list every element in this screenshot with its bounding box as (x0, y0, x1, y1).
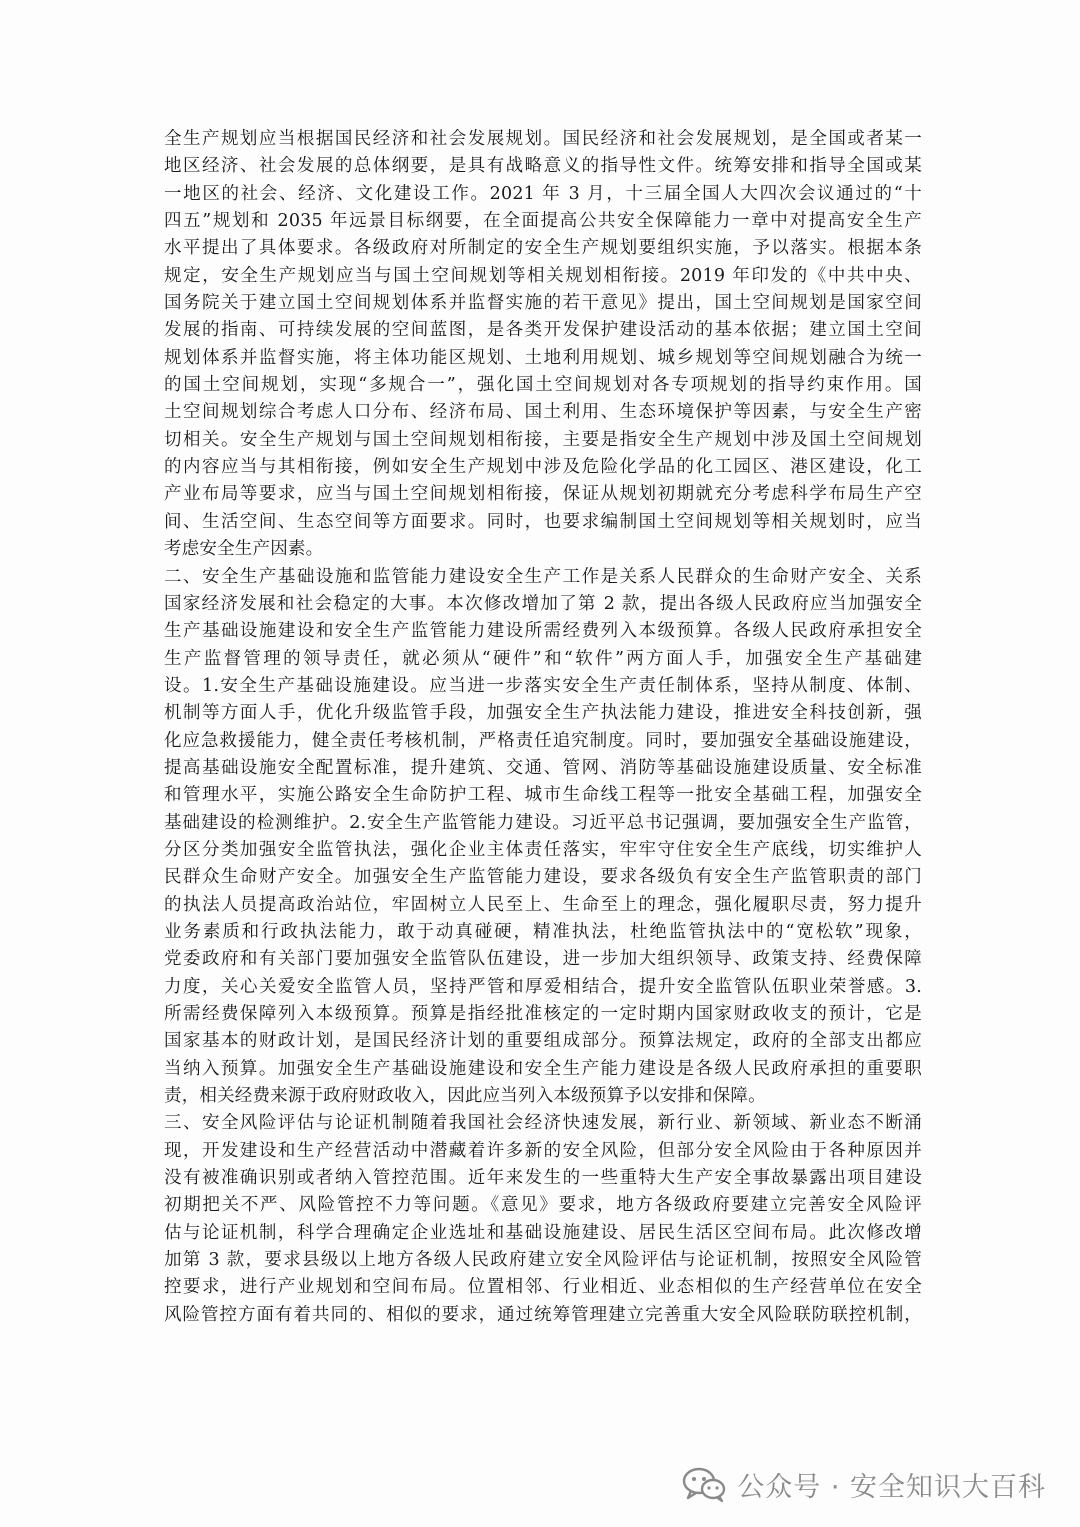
text-line: 规划体系并监督实施，将主体功能区规划、土地利用规划、城乡规划等空间规划融合为统一 (164, 347, 922, 368)
text-line: 三、安全风险评估与论证机制随着我国社会经济快速发展，新行业、新领域、新业态不断涌 (164, 1113, 922, 1134)
text-line: 土空间规划综合考虑人口分布、经济布局、国土利用、生态环境保护等因素，与安全生产密 (164, 402, 922, 423)
text-line: 现，开发建设和生产经营活动中潜藏着许多新的安全风险，但部分安全风险由于各种原因并 (164, 1140, 922, 1161)
watermark (681, 1461, 1046, 1507)
text-line: 控要求，进行产业规划和空间布局。位置相邻、行业相近、业态相似的生产经营单位在安全 (164, 1277, 922, 1298)
text-line: 国家经济发展和社会稳定的大事。本次修改增加了第 2 款，提出各级人民政府应当加强安全 (164, 593, 922, 614)
text-line: 间、生活空间、生态空间等方面要求。同时，也要求编制国土空间规划等相关规划时，应当 (164, 511, 922, 532)
text-line: 生产监督管理的领导责任，就必须从“硬件”和“软件”两方面人手，加强安全生产基础建 (164, 648, 922, 669)
text-line: 所需经费保障列入本级预算。预算是指经批准核定的一定时期内国家财政收支的预计，它是 (164, 1004, 922, 1024)
text-line: 责，相关经费来源于政府财政收入，因此应当列入本级预算予以安排和保障。 (164, 1086, 766, 1107)
text-line: 机制等方面人手，优化升级监管手段，加强安全生产执法能力建设，推进安全科技创新，强 (164, 703, 922, 724)
text-line: 没有被准确识别或者纳入管控范围。近年来发生的一些重特大生产安全事故暴露出项目建设 (164, 1168, 922, 1189)
text-line: 加第 3 款，要求县级以上地方各级人民政府建立安全风险评估与论证机制，按照安全风险管 (164, 1250, 922, 1271)
text-line: 的内容应当与其相衔接，例如安全生产规划中涉及危险化学品的化工园区、港区建设，化工 (164, 457, 922, 478)
text-line: 设。1.安全生产基础设施建设。应当进一步落实安全生产责任制体系，坚持从制度、体制、 (164, 675, 922, 696)
text-line: 切相关。安全生产规划与国土空间规划相衔接，主要是指安全生产规划中涉及国土空间规划 (164, 429, 922, 450)
text-line: 估与论证机制，科学合理确定企业选址和基础设施建设、居民生活区空间布局。此次修改增 (164, 1222, 922, 1243)
text-line: 发展的指南、可持续发展的空间蓝图，是各类开发保护建设活动的基本依据；建立国土空间 (164, 320, 922, 341)
text-line: 党委政府和有关部门要加强安全监管队伍建设，进一步加大组织领导、政策支持、经费保障 (164, 949, 922, 970)
text-line: 和管理水平，实施公路安全生命防护工程、城市生命线工程等一批安全基础工程，加强安全 (164, 785, 922, 806)
text-line: 水平提出了具体要求。各级政府对所制定的安全生产规划要组织实施，予以落实。根据本条 (164, 238, 922, 259)
text-line: 风险管控方面有着共同的、相似的要求，通过统筹管理建立完善重大安全风险联防联控机制， (164, 1304, 922, 1325)
text-line: 全生产规划应当根据国民经济和社会发展规划。国民经济和社会发展规划，是全国或者某一 (164, 129, 922, 149)
text-line: 基础建设的检测维护。2.安全生产监管能力建设。习近平总书记强调，要加强安全生产监管， (164, 812, 922, 833)
text-line: 的国土空间规划，实现“多规合一”，强化国土空间规划对各专项规划的指导约束作用。国 (164, 375, 922, 396)
text-line: 国务院关于建立国土空间规划体系并监督实施的若干意见》提出，国土空间规划是国家空间 (164, 293, 922, 314)
text-line: 化应急救援能力，健全责任考核机制，严格责任追究制度。同时，要加强安全基础设施建设， (164, 730, 922, 751)
wechat-logo-icon (681, 1464, 727, 1504)
text-line: 提高基础设施安全配置标准，提升建筑、交通、管网、消防等基础设施建设质量、安全标准 (164, 757, 922, 778)
text-line: 力度，关心关爱安全监管人员，坚持严管和厚爱相结合，提升安全监管队伍职业荣誉感。3. (164, 976, 922, 997)
text-line: 地区经济、社会发展的总体纲要，是具有战略意义的指导性文件。统筹安排和指导全国或某 (164, 156, 922, 177)
text-line: 四五”规划和 2035 年远景目标纲要，在全面提高公共安全保障能力一章中对提高安全生产 (164, 211, 922, 232)
text-line: 二、安全生产基础设施和监管能力建设安全生产工作是关系人民群众的生命财产安全、关系 (164, 566, 922, 587)
text-line: 生产基础设施建设和安全生产监管能力建设所需经费列入本级预算。各级人民政府承担安全 (164, 621, 922, 642)
text-line: 当纳入预算。加强安全生产基础设施建设和安全生产能力建设是各级人民政府承担的重要职 (164, 1058, 922, 1079)
text-line: 初期把关不严、风险管控不力等问题。《意见》要求，地方各级政府要建立完善安全风险评 (164, 1195, 922, 1216)
text-line: 民群众生命财产安全。加强安全生产监管能力建设，要求各级负有安全生产监管职责的部门 (164, 867, 922, 888)
text-line: 国家基本的财政计划，是国民经济计划的重要组成部分。预算法规定，政府的全部支出都应 (164, 1031, 922, 1052)
body-text (164, 126, 922, 1329)
text-line: 一地区的社会、经济、文化建设工作。2021 年 3 月，十三届全国人大四次会议通过的“十 (164, 183, 922, 204)
text-line: 考虑安全生产因素。 (164, 539, 324, 560)
text-line: 规定，安全生产规划应当与国土空间规划等相关规划相衔接。2019 年印发的《中共中央、 (164, 265, 922, 286)
text-line: 分区分类加强安全监管执法，强化企业主体责任落实，牢牢守住安全生产底线，切实维护人 (164, 839, 922, 860)
text-line: 的执法人员提高政治站位，牢固树立人民至上、生命至上的理念，强化履职尽责，努力提升 (164, 894, 922, 915)
text-line: 业务素质和行政执法能力，敢于动真碰硬，精准执法，杜绝监管执法中的“宽松软”现象， (164, 921, 922, 942)
watermark-text: 公众号 · 安全知识大百科 (737, 1471, 1046, 1503)
text-line: 产业布局等要求，应当与国土空间规划相衔接，保证从规划初期就充分考虑科学布局生产空 (164, 484, 922, 505)
